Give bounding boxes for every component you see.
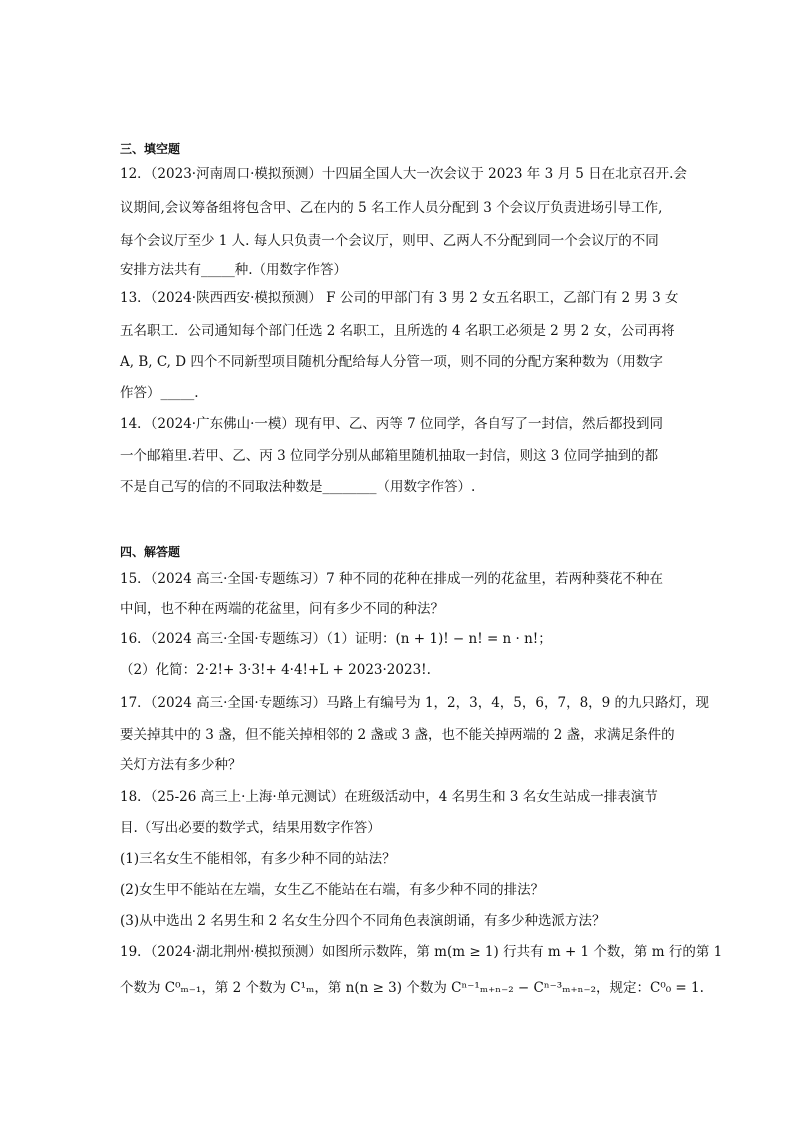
problem-17-line-3: 关灯方法有多少种？ xyxy=(120,757,242,773)
problem-12-line-4: 安排方法共有_____种.（用数字作答） xyxy=(120,262,348,278)
problem-13-line-1: 13．（2024·陕西西安·模拟预测） F 公司的甲部门有 3 男 2 女五名职工，乙部门有 2 男 3 女 xyxy=(120,290,679,306)
problem-14-line-3: 不是自己写的信的不同取法种数是________（用数字作答）. xyxy=(120,479,476,495)
problem-18-line-1: 18．（25-26 高三上·上海·单元测试）在班级活动中，4 名男生和 3 名女生站成一排表演节 xyxy=(120,789,658,805)
problem-17-line-1: 17．（2024 高三·全国·专题练习）马路上有编号为 1，2，3，4，5，6，7，8，9 的九只路灯，现 xyxy=(120,695,710,711)
problem-12-line-3: 每个会议厅至少 1 人. 每人只负责一个会议厅，则甲、乙两人不分配到同一个会议厅的不同 xyxy=(120,233,659,249)
problem-18-line-2: 目.（写出必要的数学式，结果用数字作答） xyxy=(120,820,381,836)
problem-18-part-1: (1)三名女生不能相邻，有多少种不同的站法？ xyxy=(120,851,396,867)
problem-19-line-2: 个数为 C⁰ₘ₋₁，第 2 个数为 C¹ₘ，第 n(n ≥ 3) 个数为 Cⁿ⁻¹ₘ₊ₙ₋₂ − Cⁿ⁻³ₘ₊ₙ₋₂，规定：C⁰₀ = 1. xyxy=(120,980,704,996)
problem-14-line-1: 14．（2024·广东佛山·一模）现有甲、乙、丙等 7 位同学，各自写了一封信，然后都投到同 xyxy=(120,416,664,432)
section-title-fill-in: 三、填空题 xyxy=(120,142,181,156)
problem-19-line-1: 19．（2024·湖北荆州·模拟预测）如图所示数阵，第 m(m ≥ 1) 行共有 m + 1 个数，第 m 行的第 1 xyxy=(120,944,723,960)
problem-12-line-2: 议期间,会议筹备组将包含甲、乙在内的 5 名工作人员分配到 3 个会议厅负责进场引导工作, xyxy=(120,200,663,216)
problem-16-line-1: 16．（2024 高三·全国·专题练习）（1）证明：(n + 1)! − n! = n · n!； xyxy=(120,631,552,647)
problem-13-line-2: 五名职工．公司通知每个部门任选 2 名职工，且所选的 4 名职工必须是 2 男 2 女，公司再将 xyxy=(120,323,675,339)
problem-15-line-1: 15．（2024 高三·全国·专题练习）7 种不同的花种在排成一列的花盆里，若两种葵花不种在 xyxy=(120,571,664,587)
problem-18-part-2: (2)女生甲不能站在左端，女生乙不能站在右端，有多少种不同的排法？ xyxy=(120,882,545,898)
problem-16-line-2: （2）化简：2·2!+ 3·3!+ 4·4!+L + 2023·2023!. xyxy=(120,662,431,678)
problem-17-line-2: 要关掉其中的 3 盏，但不能关掉相邻的 2 盏或 3 盏，也不能关掉两端的 2 盏，求满足条件的 xyxy=(120,727,675,743)
problem-14-line-2: 一个邮箱里.若甲、乙、丙 3 位同学分别从邮箱里随机抽取一封信，则这 3 位同学抽到的都 xyxy=(120,448,659,464)
problem-13-line-3: A, B, C, D 四个不同新型项目随机分配给每人分管一项，则不同的分配方案种数为（用数字 xyxy=(120,354,663,370)
problem-15-line-2: 中间，也不种在两端的花盆里，问有多少不同的种法？ xyxy=(120,601,444,617)
problem-12-line-1: 12．（2023·河南周口·模拟预测）十四届全国人大一次会议于 2023 年 3 月 5 日在北京召开.会 xyxy=(120,166,687,182)
problem-18-part-3: (3)从中选出 2 名男生和 2 名女生分四个不同角色表演朗诵，有多少种选派方法？ xyxy=(120,913,606,929)
problem-13-line-4: 作答）_____. xyxy=(120,385,199,401)
section-title-answer: 四、解答题 xyxy=(120,545,181,559)
